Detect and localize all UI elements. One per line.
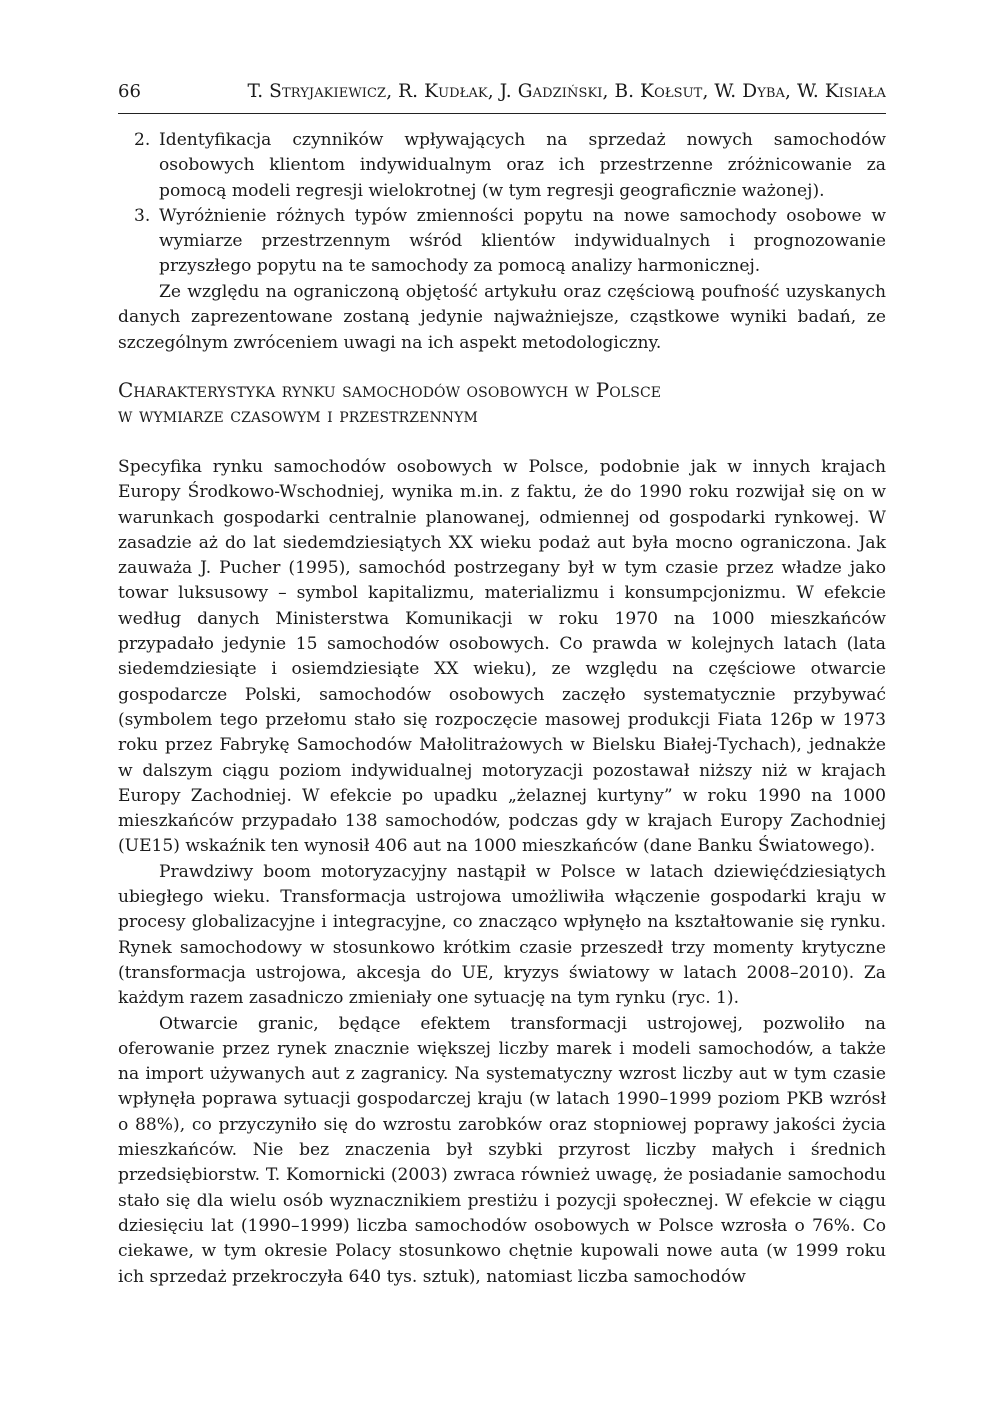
list-item — [118, 128, 886, 204]
section-body — [118, 455, 886, 1290]
header-authors: T. Stryjakiewicz, R. Kudłak, J. Gadziński, B. Kołsut, W. Dyba, W. Kisiała — [247, 81, 886, 102]
paragraph: Ze względu na ograniczoną objętość artykułu oraz częściową poufność uzyskanych danych zaprezentowane zostaną jedynie najważniejsze, cząstkowe wyniki badań, ze szczególnym zwróceniem uwagi na ich aspekt metodologiczny. — [118, 282, 886, 353]
running-header — [118, 81, 886, 114]
section-heading-line: w wymiarze czasowym i przestrzennym — [118, 403, 478, 427]
list-item-text: Identyfikacja czynników wpływających na sprzedaż nowych samochodów osobowych klientom indywidualnym oraz ich przestrzenne zróżnicowanie za pomocą modeli regresji wielokrotnej (w tym regresji geograficznie ważonej). — [159, 130, 886, 201]
objectives-list — [118, 128, 886, 280]
list-item-text: Wyróżnienie różnych typów zmienności popytu na nowe samochody osobowe w wymiarze przestrzennym wśród klientów indywidualnych i prognozowanie przyszłego popytu na te samochody za pomocą analizy harmonicznej. — [159, 205, 886, 277]
list-item-number: 2. — [134, 130, 151, 150]
section-heading — [118, 378, 886, 428]
list-item-number: 3. — [134, 205, 151, 226]
paragraph: Prawdziwy boom motoryzacyjny nastąpił w Polsce w latach dziewięćdziesiątych ubiegłego wieku. Transformacja ustrojowa umożliwiła włączenie gospodarki kraju w procesy globalizacyjne i integracyjne, co znacząco wpłynęło na kształtowanie się rynku. Rynek samochodowy w stosunkowo krótkim czasie przeszedł trzy momenty krytyczne (transformacja ustrojowa, akcesja do UE, kryzys światowy w latach 2008–2010). Za każdym razem zasadniczo zmieniały one sytuację na tym rynku (ryc. 1). — [118, 861, 886, 1009]
paragraph: Specyfika rynku samochodów osobowych w Polsce, podobnie jak w innych krajach Europy Środkowo-Wschodniej, wynika m.in. z faktu, że do 1990 roku rozwijał się on w warunkach gospodarki centralnie planowanej, odmiennej od gospodarki rynkowej. W zasadzie aż do lat siedemdziesiątych XX wieku podaż aut była mocno ograniczona. Jak zauważa J. Pucher (1995), samochód postrzegany był w tym czasie przez władze jako towar luksusowy – symbol kapitalizmu, materializmu i konsumpcjonizmu. W efekcie według danych Ministerstwa Komunikacji w roku 1970 na 1000 mieszkańców przypadało jedynie 15 samochodów osobowych. Co prawda w kolejnych latach (lata siedemdziesiąte i osiemdziesiąte XX wieku), ze względu na częściowe otwarcie gospodarcze Polski, samochodów osobowych zaczęło systematycznie przybywać (symbolem tego przełomu stało się rozpoczęcie masowej produkcji Fiata 126p w 1973 roku przez Fabrykę Samochodów Małolitrażowych w Bielsku Białej-Tychach), jednakże w dalszym ciągu poziom indywidualnej motoryzacji pozostawał niższy niż w krajach Europy Zachodniej. W efekcie po upadku „żelaznej kurtyny” w roku 1990 na 1000 mieszkańców przypadało 138 samochodów, podczas gdy w krajach Europy Zachodniej (UE15) wskaźnik ten wynosił 406 aut na 1000 mieszkańców (dane Banku Światowego). — [118, 457, 886, 857]
section-heading-line: Charakterystyka rynku samochodów osobowych w Polsce — [118, 378, 662, 402]
list-item — [118, 204, 886, 280]
paragraph: Otwarcie granic, będące efektem transformacji ustrojowej, pozwoliło na oferowanie przez rynek znacznie większej liczby marek i modeli samochodów, a także na import używanych aut z zagranicy. Na systematyczny wzrost liczby aut w tym czasie wpłynęła poprawa sytuacji gospodarczej kraju (w latach 1990–1999 poziom PKB wzrósł o 88%), co przyczyniło się do wzrostu zarobków oraz stopniowej poprawy jakości życia mieszkańców. Nie bez znaczenia był szybki przyrost liczby małych i średnich przedsiębiorstw. T. Komornicki (2003) zwraca również uwagę, że posiadanie samochodu stało się dla wielu osób wyznacznikiem prestiżu i pozycji społecznej. W efekcie w ciągu dziesięciu lat (1990–1999) liczba samochodów osobowych w Polsce wzrosła o 76%. Co ciekawe, w tym okresie Polacy stosunkowo chętnie kupowali nowe auta (w 1999 roku ich sprzedaż przekroczyła 640 tys. sztuk), natomiast liczba samochodów — [118, 1013, 886, 1287]
page-number: 66 — [118, 81, 142, 102]
